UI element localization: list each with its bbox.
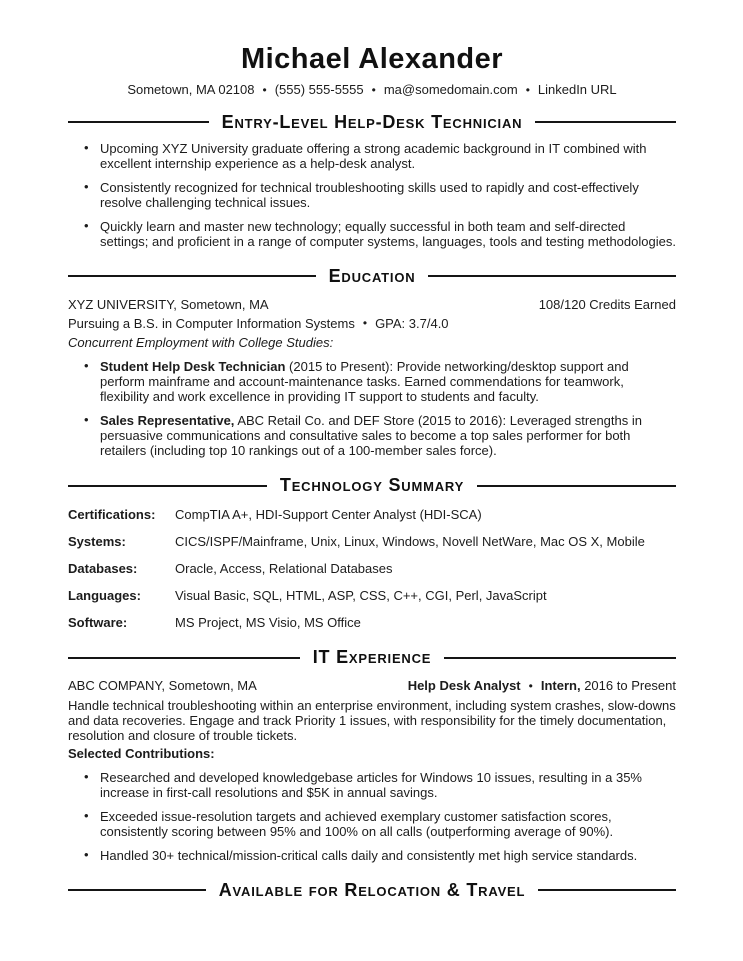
degree: Pursuing a B.S. in Computer Information Systems [68, 315, 355, 331]
role-dates: 2016 to Present [584, 678, 676, 693]
list-item: • Consistently recognized for technical troubleshooting skills used to rapidly and cost-effectively resolve challenging technical issues. [68, 180, 676, 210]
tech-row-value: CICS/ISPF/Mainframe, Unix, Linux, Windows, Novell NetWare, Mac OS X, Mobile [175, 534, 645, 549]
heading-rule-left [68, 889, 206, 891]
education-note: Concurrent Employment with College Studies: [68, 335, 334, 350]
tech-row-value: MS Project, MS Visio, MS Office [175, 615, 361, 630]
job-description: (2015 to Present): Provide networking/desktop support and perform mainframe and account-maintenance tasks. Earned commendations for teamwork, flexibility and work excellence in providing IT support to students and faculty. [100, 359, 629, 404]
tech-row-label: Software: [68, 615, 128, 630]
job-title: Student Help Desk Technician [100, 359, 286, 374]
heading-rule-right [538, 889, 676, 891]
experience-company-row [68, 678, 676, 694]
summary-bullet-list [68, 141, 676, 249]
tech-row-value: Visual Basic, SQL, HTML, ASP, CSS, C++, CGI, Perl, JavaScript [175, 588, 547, 603]
heading-rule-right [477, 485, 676, 487]
section-heading-experience [68, 647, 676, 667]
credits-earned: 108/120 Credits Earned [538, 296, 676, 312]
tech-row-label: Systems: [68, 534, 126, 549]
heading-rule-left [68, 275, 316, 277]
section-heading-education [68, 266, 676, 286]
section-heading-technology [68, 475, 676, 495]
section-heading-footer [68, 880, 676, 900]
role-type: Intern, [540, 678, 581, 693]
contact-linkedin: LinkedIn URL [537, 82, 617, 97]
list-item: • Upcoming XYZ University graduate offering a strong academic background in IT combined with excellent internship experience as a help-desk analyst. [68, 141, 676, 171]
experience-heading-text: IT Experience [312, 647, 432, 667]
table-row [68, 534, 676, 549]
contributions-bullet-list [68, 770, 676, 863]
list-item [68, 413, 676, 458]
table-row [68, 507, 676, 522]
bullet-separator: • [362, 316, 368, 330]
candidate-name: Michael Alexander [240, 43, 504, 75]
list-item: • Handled 30+ technical/mission-critical calls daily and consistently met high service standards. [68, 848, 676, 863]
technology-heading-text: Technology Summary [279, 475, 465, 495]
bullet-separator: • [528, 678, 533, 693]
contact-location: Sometown, MA 02108 [127, 82, 255, 97]
table-row [68, 561, 676, 576]
section-heading-summary [68, 112, 676, 132]
heading-rule-left [68, 485, 267, 487]
company-name: ABC COMPANY, Sometown, MA [68, 678, 257, 693]
heading-rule-right [428, 275, 676, 277]
tech-row-label: Certifications: [68, 507, 156, 522]
technology-table [68, 507, 676, 630]
bullet-separator: • [262, 82, 267, 97]
table-row [68, 615, 676, 630]
selected-contributions-label: Selected Contributions: [68, 745, 215, 761]
list-item: • Researched and developed knowledgebase articles for Windows 10 issues, resulting in a 35% increase in first-call resolutions and $5K in annual savings. [68, 770, 676, 800]
experience-summary: Handle technical troubleshooting within an enterprise environment, including system crashes, slow-downs and data recoveries. Engage and track Priority 1 issues, with responsibility for the timely documentation, resolution and closure of trouble tickets. [68, 697, 676, 743]
contact-phone: (555) 555-5555 [274, 82, 364, 97]
contact-line [68, 82, 676, 98]
role-line [408, 678, 676, 694]
education-degree-row [68, 316, 676, 332]
education-heading-text: Education [328, 265, 416, 286]
bullet-separator: • [371, 82, 376, 97]
tech-row-value: CompTIA A+, HDI-Support Center Analyst (HDI-SCA) [175, 507, 482, 522]
tech-row-label: Languages: [68, 588, 141, 603]
tech-row-label: Databases: [68, 561, 138, 576]
gpa: GPA: 3.7/4.0 [375, 315, 449, 331]
table-row [68, 588, 676, 603]
list-item: • Exceeded issue-resolution targets and achieved exemplary customer satisfaction scores, consistently scoring between 95% and 100% on all calls (outperforming average of 90%). [68, 809, 676, 839]
school-name: XYZ UNIVERSITY, Sometown, MA [68, 296, 269, 312]
heading-rule-left [68, 121, 209, 123]
role-title: Help Desk Analyst [407, 678, 521, 693]
summary-heading-text: Entry-Level Help-Desk Technician [221, 111, 523, 132]
list-item [68, 359, 676, 404]
education-school-row [68, 297, 676, 312]
list-item: • Quickly learn and master new technology; equally successful in both team and self-directed settings; and proficient in a range of computer systems, languages, tools and testing methodologies. [68, 219, 676, 249]
education-job-list [68, 359, 676, 458]
heading-rule-left [68, 657, 300, 659]
job-title: Sales Representative, [100, 413, 235, 428]
heading-rule-right [444, 657, 676, 659]
job-description: ABC Retail Co. and DEF Store (2015 to 2016): Leveraged strengths in persuasive communications and consultative sales to become a top sales performer for both retailers (including top 10 rankings out of a 100-member sales force). [100, 413, 642, 458]
bullet-separator: • [525, 82, 530, 97]
contact-email: ma@somedomain.com [383, 82, 518, 97]
tech-row-value: Oracle, Access, Relational Databases [175, 561, 393, 576]
footer-heading-text: Available for Relocation & Travel [218, 879, 526, 900]
heading-rule-right [535, 121, 676, 123]
